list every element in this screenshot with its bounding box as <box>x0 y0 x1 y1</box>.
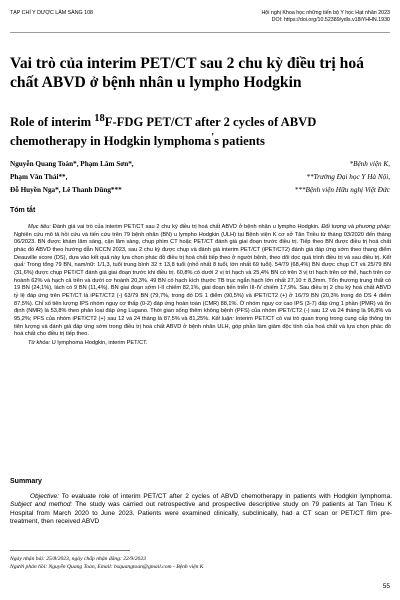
footnotes <box>10 555 390 571</box>
author-affiliation: ***Bệnh viện Hữu nghị Việt Đức <box>294 186 390 194</box>
author-affiliation: *Bệnh viện K, <box>349 160 390 168</box>
footnote-divider <box>10 550 130 551</box>
keywords-label: Từ khóa: <box>28 339 51 346</box>
header-right <box>261 10 390 24</box>
results-label: Kết quả: <box>14 254 392 269</box>
summary-methods-text: The study was carried out retrospective and prospective descriptive study on 79 patients at Tan Trieu K Hospital from March 2020 to June 2023. Patients were examined clinically, subclinically, had a CT scan or PET/CT film pre-treatment, then received ABVD <box>10 501 392 525</box>
title-en-suffix: s patients <box>214 134 265 149</box>
methods-label: Đối tượng và phương pháp: <box>319 224 391 230</box>
received-dates: Ngày nhận bài: 25/8/2023, ngày chấp nhận đăng: 22/9/2023 <box>10 556 146 562</box>
objective-text: Đánh giá vai trò của interim PET/CT sau 2 chu kỳ điều trị hoá chất ABVD ở bệnh nhân u lympho Hodgkin. <box>50 224 320 230</box>
title-en-rest: F-FDG PET/CT after 2 cycles of ABVD chemotherapy in Hodgkin lymphoma <box>10 115 317 149</box>
summary-objective-label: Objective: <box>30 493 59 500</box>
abstract-body <box>14 224 391 348</box>
corresponding-author: Người phản hồi: Nguyễn Quang Toàn, Email: bsquangtoan@gmail.com - Bệnh viện K <box>10 564 204 570</box>
methods-text: Nghiên cứu mô tả hồi cứu và tiến cứu trên 79 bệnh nhân (BN) u lympho Hodgkin (ULH) tại Bệnh viện K cơ sở Tân Triều từ tháng 03/2020 đến tháng 06/2023. BN được khám lâm sàng, cận lâm sàng, chụp phim CT hoặc PET/CT đánh giá giai đoạn trước điều trị. Tiếp theo BN được điều trị hoá chất phác đồ ABVD theo hướng dẫn NCCN 2023, sau 2 chu kỳ được chụp và đánh giá interim PET/CT (iPET/CT2) đánh giá đáp ứng sớm theo thang điểm Deauville score (DS), dựa vào kết quả này lựa chọn phác đồ điều trị hoá chất tiếp theo ở người bệnh, theo dõi dọc quá trình điều trị và sau điều trị. <box>14 231 391 261</box>
title-en-prefix: Role of interim <box>10 115 95 130</box>
author-names: Nguyễn Quang Toàn*, Phạm Lâm Sơn*, <box>10 160 134 168</box>
results-text: Trong tổng 79 BN, nam/nữ: 1/1,3, tuổi trung bình 32 ± 13,8 tuổi (nhỏ nhất 8 tuổi, lớn nhất 69 tuổi). 54/79 (68,4%) BN được chụp CT và 25/79 BN (31,6%) được chụp PET/CT đánh giá giai đoạn trước khi điều trị. 60,8% có dưới 2 vị trí hạch và 25,4% BN có trên 3 vị trí hạch trên cơ thể, hạch trên cơ hoành 62% và hạch cả trên và dưới cơ hoành 20,3%. 49 BN có hạch kích thước TB trục ngắn hạch lớn nhất 27,10 ± 8,3mm. Tổn thương trung thất có 19 BN (24,1%), lách có 9 BN (11,4%). BN giai đoạn sớm I-II chiếm 82,1%, giai đoạn tiến triển III-IV chiếm 17,9%. Sau điều trị 2 chu kỳ hoá chất ABVD tỷ lệ đáp ứng trên PET/CT là iPET/CT2 (-) 63/79 BN (79,7%, trong đó DS 1 điểm (90,5%) và iPET/CT2 (+) ở 16/79 BN (20,3% trong đó DS 4 điểm 87,5%). Chỉ số tiên lượng IPS nhóm nguy cơ thấp (0-2) đáp ứng hoàn toàn (CMR) 88,1%. Ở nhóm nguy cơ cao IPS (3-7) đáp ứng 1 phần (PMR) và ổn định (NMR) là 53,8% theo phân loại đáp ứng Lugano. Thời gian sống thêm không bệnh (PFS) của nhóm iPET/CT2 (-) sau 12 và 24 tháng là 96,8% và 95,2%; PFS của nhóm iPET/CT2 (+) sau 12 và 24 tháng là 87,5% và 81,25%. <box>14 262 391 322</box>
title-vietnamese: Vai trò của interim PET/CT sau 2 chu kỳ điều trị hoá chất ABVD ở bệnh nhân u lympho Hodgkin <box>10 55 364 91</box>
running-header <box>10 10 390 33</box>
conclusion-text: Interim PET/CT có vai trò quan trọng trong cung cấp thông tin tiên lượng và đánh giá đáp ứng sớm trong điều trị hoá chất ABVD ở bệnh nhân ULH, góp phần làm giảm độc tính của hoá chất và lựa chọn phác đồ hoá chất cho điều trị tiếp theo. <box>14 315 391 338</box>
author-affiliation: **Trường Đại học Y Hà Nội, <box>306 173 390 181</box>
doi-link[interactable]: DOI: https://doi.org/10.52389/ydls.v18iYHHN.1930 <box>271 17 390 23</box>
conclusion-label: Kết luận: <box>209 315 234 322</box>
title-en-apostrophe: ' <box>211 132 215 144</box>
keywords-text: U lymphoma Hodgkin, interim PET/CT. <box>50 339 148 346</box>
summary-paragraph <box>10 493 392 526</box>
summary-methods-label: Subject and method: <box>10 501 73 509</box>
title-english <box>10 111 390 149</box>
keywords-line <box>14 340 391 348</box>
journal-name: TẠP CHÍ Y DƯỢC LÂM SÀNG 108 <box>10 10 93 16</box>
objective-label: Mục tiêu: <box>28 224 51 230</box>
summary-body <box>10 493 392 526</box>
page-number: 55 <box>382 583 390 590</box>
abstract-paragraph <box>14 224 391 339</box>
conference-name: Hội nghị Khoa học những tiến bộ Y học Hạt nhân 2023 <box>261 10 390 16</box>
summary-heading: Summary <box>10 478 42 485</box>
abstract-heading: Tóm tắt <box>10 207 36 214</box>
summary-objective-text: To evaluate role of interim PET/CT after 2 cycles of ABVD chemotherapy in patients with Hodgkin lymphoma. <box>58 493 392 500</box>
title-en-superscript: 18 <box>94 113 105 124</box>
author-names: Đỗ Huyền Nga*, Lê Thanh Dũng*** <box>10 186 122 194</box>
author-names: Phạm Văn Thái**, <box>10 173 68 181</box>
